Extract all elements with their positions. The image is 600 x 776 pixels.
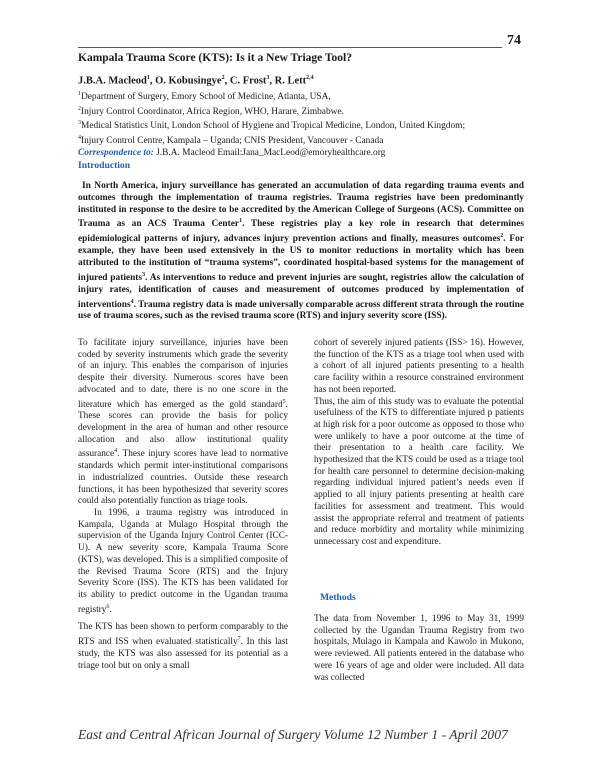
citation-marker: 4 <box>130 298 134 305</box>
correspondence-label: Correspondence to: <box>78 147 154 158</box>
affiliation-line: $^2$Injury Control Coordinator, Africa Region, WHO, Harare, Zimbabwe. <box>78 105 344 117</box>
author-affiliation-marker: 2 <box>221 75 225 81</box>
author-name: R. Lett <box>274 75 307 87</box>
citation-marker: 1 <box>239 218 243 225</box>
right-paragraph-3: The data from November 1, 1996 to May 31, 1999 collected by the Ugandan Trauma Registry from two hospitals, Mulago in Kampala and Kawolo in Mukono, were reviewed. All patients entered in the database who were 16 years of age and older were included. All data was collected <box>314 614 524 683</box>
citation-marker: 6 <box>106 603 110 610</box>
left-paragraph-1: To facilitate injury surveillance, injuries have been coded by severity instruments which grade the severity of an injury. This enables the comparison of injuries despite their diversity. Numerous scores have been advocated and to date, there is no one score in the literature which has emerged as the gold standard$^5$. These scores can provide the basis for policy development in the area of human and other resource allocation and also allow institutional quality assurance$^4$. These injury scores have lead to normative standards which permit inter-institutional comparisons in industrialized countries. Outside these research functions, it has been hypothesized that severity scores could also potentially function as triage tools. <box>78 338 288 507</box>
article-title: Kampala Trauma Score (KTS): Is it a New Triage Tool? <box>78 52 352 64</box>
affiliation-line: $^4$Injury Control Centre, Kampala – Uganda; CNIS President, Vancouver - Canada <box>78 135 384 147</box>
author-affiliation-marker: 2,4 <box>306 75 314 81</box>
right-paragraph-2: Thus, the aim of this study was to evaluate the potential usefulness of the KTS to differentiate injured p patients at high risk for a poor outcome as opposed to those who were unlikely to have a poor outcome at the time of their presentation to a health care facility. We hypothesized that the KTS could be used as a triage tool for health care personnel to determine decision-making regarding individual injured patient’s needs even if applied to all injury patients presenting at health care facilities for assessment and treatment. This would assist the appropriate referral and treatment of patients and reduce morbidity and mortality while minimizing unnecessary cost and expenditure. <box>314 396 524 547</box>
affiliations <box>78 89 465 159</box>
affiliation-line: $^3$Medical Statistics Unit, London School of Hygiene and Tropical Medicine, London, United Kingdom; <box>78 120 466 132</box>
citation-marker: 3 <box>142 271 146 278</box>
left-paragraph-2: In 1996, a trauma registry was introduced in Kampala, Uganda at Mulago Hospital through the supervision of the Uganda Injury Control Center (ICC-U). A new severity score, Kampala Trauma Score (KTS), was developed. This is a simplified composite of the Revised Trauma Score (RTS) and the Injury Severity Score (ISS). The KTS has been validated for its ability to predict outcome in the Ugandan trauma registry$^6$. <box>78 508 289 615</box>
header-rule <box>78 47 502 48</box>
methods-heading: Methods <box>320 592 356 603</box>
citation-marker: 2 <box>500 233 504 240</box>
abstract-paragraph: In North America, injury surveillance has generated an accumulation of data regarding trauma events and outcomes through the implementation of trauma registries. Trauma registries have been predominantly instituted in response to the desire to be accredited by the American College of Surgeons (ACS). Committee on Trauma as an ACS Trauma Center$^1$. These registries play a key role in research that determines epidemiological patterns of injury, advances injury prevention actions and finally, measures outcomes$^2$. For example, they have been used extensively in the US to monitor reductions in mortality which has been attributed to the institution of “trauma systems”, coordinated hospital-based systems for the management of injured patients$^3$. As interventions to reduce and prevent injuries are sought, registries allow the calculation of injury rates, identification of causes and measurement of outcomes produced by implementation of interventions$^4$. Trauma registry data is made universally comparable across different strata through the routine use of trauma scores, such as the revised trauma score (RTS) and injury severity score (ISS). <box>78 181 525 322</box>
journal-footer: East and Central African Journal of Surgery Volume 12 Number 1 - April 2007 <box>78 727 508 742</box>
author-name: J.B.A. Macleod <box>78 75 147 87</box>
citation-marker: 4 <box>114 448 118 455</box>
correspondence-text: J.B.A. Macleod Email:Jana_MacLeod@emoryhealthcare.org <box>153 147 386 158</box>
page-number: 74 <box>507 33 521 48</box>
author-affiliation-marker: 3 <box>266 75 270 81</box>
right-column-methods <box>314 614 524 684</box>
right-paragraph-1: cohort of severely injured patients (ISS> 16). However, the function of the KTS as a triage tool when used with a cohort of all injured patients presenting to a health care facility within a resource constrained environment has not been reported. <box>314 338 524 395</box>
author-affiliation-marker: 1 <box>146 75 150 81</box>
right-column <box>314 338 524 549</box>
author-name: C. Frost <box>229 75 267 87</box>
correspondence <box>78 148 465 160</box>
affiliation-line: $^1$Department of Surgery, Emory School of Medicine, Atlanta, USA, <box>78 91 331 103</box>
left-paragraph-3: The KTS has been shown to perform comparably to the RTS and ISS when evaluated statistically$^7$. In this last study, the KTS was also assessed for its potential as a triage tool but on only a small <box>78 622 288 671</box>
introduction-heading: Introduction <box>78 160 131 171</box>
left-column <box>78 338 288 672</box>
citation-marker: 5 <box>282 398 286 405</box>
author-name: O. Kobusingye <box>155 75 222 87</box>
citation-marker: 7 <box>237 636 241 643</box>
author-list: J.B.A. Macleod$^1$, O. Kobusingye$^2$, C. Frost$^3$, R. Lett$^{2,4}$ <box>78 75 314 87</box>
